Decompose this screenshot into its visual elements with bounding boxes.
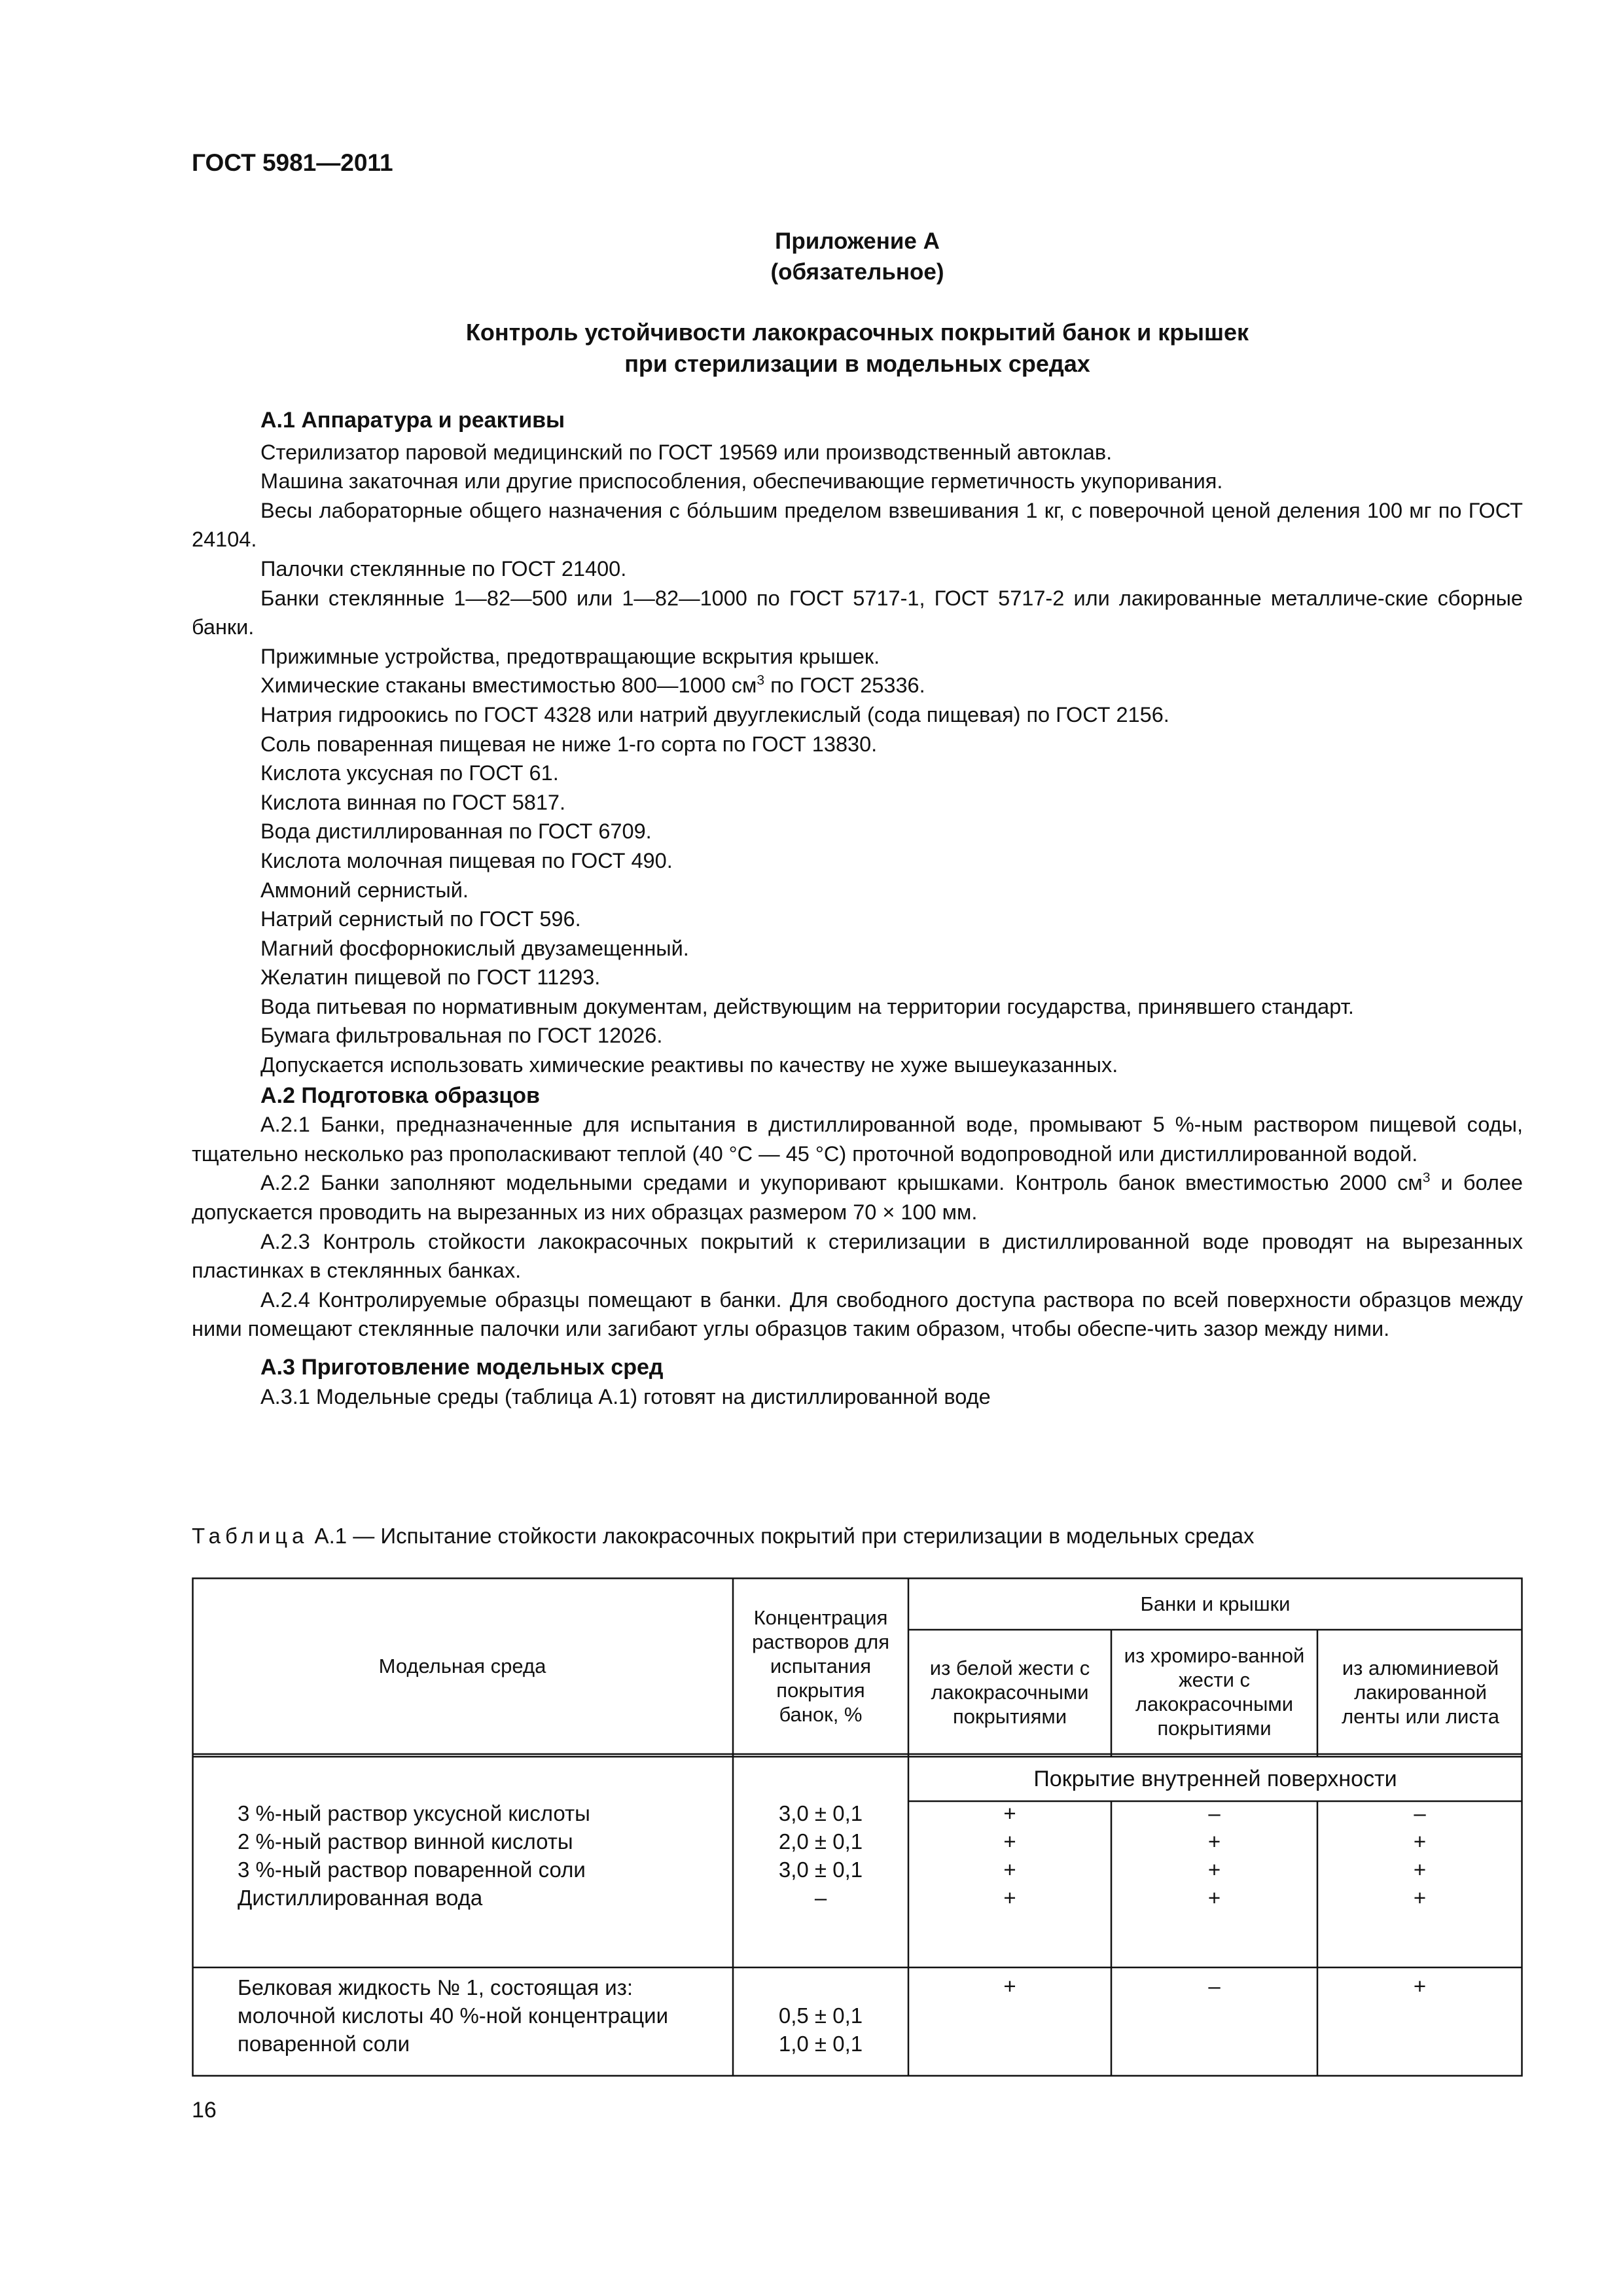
annex-header [0,226,1623,287]
annex-heading-line-2: при стерилизации в модельных средах [624,350,1090,377]
list-item: Стерилизатор паровой медицинский по ГОСТ 19569 или производственный автоклав. [260,440,1113,464]
concentration-cell: 2,0 ± 0,1 [778,1829,863,1854]
list-item-beakers [192,671,1523,700]
tinplate-cell: + [1003,1857,1016,1882]
list-item: Желатин пищевой по ГОСТ 11293. [260,965,601,990]
beakers-text-end: по ГОСТ 25336. [764,673,925,698]
aluminum-cell: + [1413,1857,1427,1882]
list-item: Прижимные устройства, предотвращающие вскрытия крышек. [260,644,880,668]
list-item: Вода питьевая по нормативным документам, действующим на территории государства, принявшего стандарт. [260,994,1354,1018]
list-item: Натрий сернистый по ГОСТ 596. [260,907,581,931]
table-caption-word: Таблица [192,1524,309,1548]
list-item: Кислота винная по ГОСТ 5817. [260,790,566,814]
chrome-cell: + [1207,1857,1221,1882]
tinplate-cell: + [1003,1974,1016,1998]
annex-heading [0,317,1623,380]
chrome-cell: + [1207,1886,1221,1910]
medium-cell: Белковая жидкость № 1, состоящая из: [238,1975,633,2000]
list-item: Соль поваренная пищевая не ниже 1-го сорта по ГОСТ 13830. [260,732,878,756]
chrome-cell: – [1208,1974,1221,1998]
medium-cell: 2 %-ный раствор винной кислоты [238,1829,573,1854]
header-aluminum: из алюминиевой лакированной ленты или листа [1342,1656,1499,1728]
beakers-text: Химические стаканы вместимостью 800—1000 см [260,673,757,698]
medium-cell: поваренной соли [238,2032,410,2056]
list-item: Магний фосфорнокислый двузамещенный. [260,936,689,960]
list-item: Кислота уксусная по ГОСТ 61. [260,761,559,785]
annex-heading-line-1: Контроль устойчивости лакокрасочных покрытий банок и крышек [465,319,1249,346]
aluminum-cell: + [1413,1974,1427,1998]
annex-status: (обязательное) [770,259,944,285]
list-item: Палочки стеклянные по ГОСТ 21400. [260,556,627,581]
header-cans-and-lids: Банки и крышки [1140,1592,1291,1615]
superscript: 3 [757,673,765,689]
header-model-medium: Модельная среда [378,1654,546,1677]
medium-cell: молочной кислоты 40 %-ной концентрации [238,2003,669,2028]
chrome-cell: + [1207,1829,1221,1854]
paragraph-a3-1: А.3.1 Модельные среды (таблица А.1) готовят на дистиллированной воде [260,1384,991,1408]
header-chrome: из хромиро-ванной жести с лакокрасочными покрытиями [1124,1644,1305,1740]
medium-cell: 3 %-ный раствор поваренной соли [238,1857,586,1882]
tinplate-cell: + [1003,1829,1016,1854]
header-tinplate: из белой жести с лакокрасочными покрытиями [929,1656,1090,1728]
paragraph-a2-4: А.2.4 Контролируемые образцы помещают в банки. Для свободного доступа раствора по всей поверхности образцов между ними помещают стеклянные палочки или загибают углы образцов таким образом, чтобы обеспе-чить зазор между ними. [192,1287,1523,1341]
paragraph-a2-2-text: А.2.2 Банки заполняют модельными средами и укупоривают крышками. Контроль банок вместимостью 2000 см [260,1171,1423,1195]
section-a3-heading: А.3 Приготовление модельных сред [260,1355,664,1380]
tinplate-cell: + [1003,1886,1016,1910]
list-item: Аммоний сернистый. [260,878,469,902]
paragraph-a2-3: А.2.3 Контроль стойкости лакокрасочных покрытий к стерилизации в дистиллированной воде проводят на вырезанных пластинках в стеклянных банках. [192,1229,1523,1283]
paragraph-a2-2 [192,1168,1523,1227]
tinplate-cell: + [1003,1801,1016,1825]
paragraph-a2-2-text-end: и более допускается проводить на вырезанных из них образцах размером 70 × 100 мм. [192,1171,1523,1225]
list-item: Банки стеклянные 1—82—500 или 1—82—1000 по ГОСТ 5717-1, ГОСТ 5717-2 или лакированные металличе-ские сборные банки. [192,586,1523,639]
concentration-cell: 3,0 ± 0,1 [778,1857,863,1882]
medium-cell: 3 %-ный раствор уксусной кислоты [238,1801,590,1825]
list-item: Машина закаточная или другие приспособления, обеспечивающие герметичность укупоривания. [260,469,1223,493]
list-item: Натрия гидроокись по ГОСТ 4328 или натрий двууглекислый (сода пищевая) по ГОСТ 2156. [260,702,1169,726]
list-item: Бумага фильтровальная по ГОСТ 12026. [260,1024,663,1048]
superscript: 3 [1422,1170,1431,1186]
chrome-cell: – [1208,1801,1221,1825]
list-item: Весы лабораторные общего назначения с бо́льшим пределом взвешивания 1 кг, с поверочной ценой деления 100 мг по ГОСТ 24104. [192,498,1523,552]
subheader-inner-coating: Покрытие внутренней поверхности [1033,1766,1397,1791]
table-caption [192,1522,1255,1551]
concentration-cell: – [814,1886,827,1910]
aluminum-cell: – [1414,1801,1426,1825]
aluminum-cell: + [1413,1886,1427,1910]
section-a1 [192,406,1523,1411]
header-concentration: Концентрация растворов для испытания покрытия банок, % [751,1605,890,1726]
list-item: Кислота молочная пищевая по ГОСТ 490. [260,848,673,872]
section-a1-heading: А.1 Аппаратура и реактивы [260,408,565,433]
page-number: 16 [192,2098,217,2123]
concentration-cell: 3,0 ± 0,1 [778,1801,863,1825]
table-caption-text: А.1 — Испытание стойкости лакокрасочных покрытий при стерилизации в модельных средах [308,1524,1255,1548]
section-a2-heading: А.2 Подготовка образцов [260,1083,540,1108]
medium-cell: Дистиллированная вода [238,1886,483,1910]
document-code: ГОСТ 5981—2011 [192,149,393,176]
annex-title: Приложение А [775,228,940,254]
list-item: Вода дистиллированная по ГОСТ 6709. [260,819,652,844]
results-table [192,1577,1523,2077]
aluminum-cell: + [1413,1829,1427,1854]
concentration-cell: 0,5 ± 0,1 [778,2003,863,2028]
paragraph-a2-1: А.2.1 Банки, предназначенные для испытания в дистиллированной воде, промывают 5 %-ным раствором пищевой соды, тщательно несколько раз прополаскивают теплой (40 °С — 45 °С) проточной водопроводной или дистиллированной водой. [192,1113,1523,1166]
list-item: Допускается использовать химические реактивы по качеству не хуже вышеуказанных. [260,1053,1118,1077]
concentration-cell: 1,0 ± 0,1 [778,2032,863,2056]
